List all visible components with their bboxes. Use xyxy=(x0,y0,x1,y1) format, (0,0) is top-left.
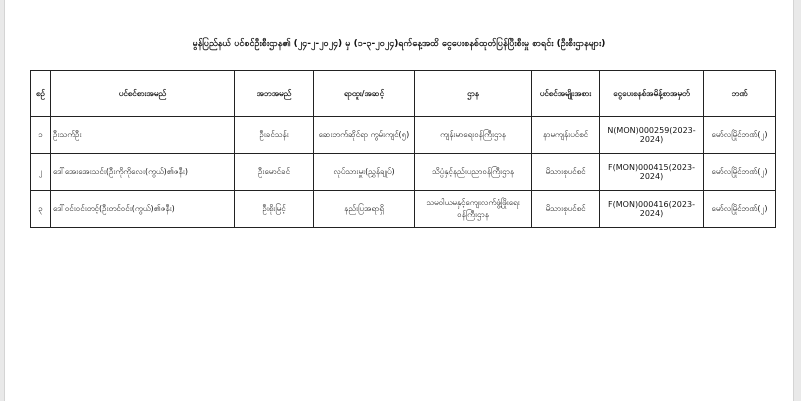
cell-father-name: ဦးစိုးမြင့် xyxy=(235,191,314,228)
header-bank: ဘဏ် xyxy=(704,71,776,117)
cell-serial: ၁ xyxy=(31,117,51,154)
cell-father-name: ဦးခင်သန်း xyxy=(235,117,314,154)
header-pension-type: ပင်စင်အမျိုးအစား xyxy=(532,71,600,117)
table-row xyxy=(31,191,776,228)
cell-pension-type: မိသားစုပင်စင် xyxy=(532,191,600,228)
cell-department: သမဝါယမနှင့်ကျေးလက်ဖွံ့ဖြိုးရေး ဝန်ကြီးဌာန xyxy=(415,191,532,228)
cell-order-number: N(MON)000259(2023-2024) xyxy=(600,117,704,154)
cell-order-number: F(MON)000416(2023-2024) xyxy=(600,191,704,228)
header-pensioner-name: ပင်စင်စားအမည် xyxy=(51,71,235,117)
cell-bank: မော်လမြိုင်ဘဏ်(၂) xyxy=(704,191,776,228)
table-header-row xyxy=(31,71,776,117)
table-row xyxy=(31,117,776,154)
cell-position: ဆေးဘက်ဆိုင်ရာ ကွမ်းကျင်(၅) xyxy=(314,117,415,154)
cell-position: နည်းပြအရာရှိ xyxy=(314,191,415,228)
header-department: ဌာန xyxy=(415,71,532,117)
pension-table xyxy=(30,70,776,228)
cell-bank: မော်လမြိုင်ဘဏ်(၂) xyxy=(704,117,776,154)
cell-pensioner-name: ဦးသက်ဦး xyxy=(51,117,235,154)
header-order-number: ငွေပေးစနစ်အမိန့်စာအမှတ် xyxy=(600,71,704,117)
cell-position: လုပ်သားမှူး(ညွှန်ချုပ်) xyxy=(314,154,415,191)
cell-department: ကျန်းမာရေးဝန်ကြီးဌာန xyxy=(415,117,532,154)
cell-pensioner-name: ဒေါ်အေးအေးသင်း(ဦးကိုကိုလေး(ကွယ်)၏ဇနီး) xyxy=(51,154,235,191)
header-position: ရာထူး/အဆင့် xyxy=(314,71,415,117)
cell-department: သိပ္ပံနှင့်နည်းပညာဝန်ကြီးဌာန xyxy=(415,154,532,191)
cell-pension-type: နာမကျန်းပင်စင် xyxy=(532,117,600,154)
table-row xyxy=(31,154,776,191)
cell-pension-type: မိသားစုပင်စင် xyxy=(532,154,600,191)
document-page xyxy=(4,0,794,401)
header-serial: စဉ် xyxy=(31,71,51,117)
cell-bank: မော်လမြိုင်ဘဏ်(၂) xyxy=(704,154,776,191)
document-title: မွန်ပြည်နယ် ပင်စင်ဦးစီးဌာန၏ (၂၄-၂-၂၀၂၄) မှ (၁-၃-၂၀၂၄)ရက်နေ့အထိ ငွေပေးစနစ်ထုတ်ပြန်ပြီးစီးမှု စာရင်း (ဦးစီးဌာနများ) xyxy=(192,39,606,49)
cell-serial: ၃ xyxy=(31,191,51,228)
cell-order-number: F(MON)000415(2023-2024) xyxy=(600,154,704,191)
cell-pensioner-name: ဒေါ်ဝင်းဝင်းတင့်(ဦးတင်ဝင်း(ကွယ်)၏ဇနီး) xyxy=(51,191,235,228)
cell-father-name: ဦးမောင်ခင် xyxy=(235,154,314,191)
header-father-name: အဘအမည် xyxy=(235,71,314,117)
cell-serial: ၂ xyxy=(31,154,51,191)
